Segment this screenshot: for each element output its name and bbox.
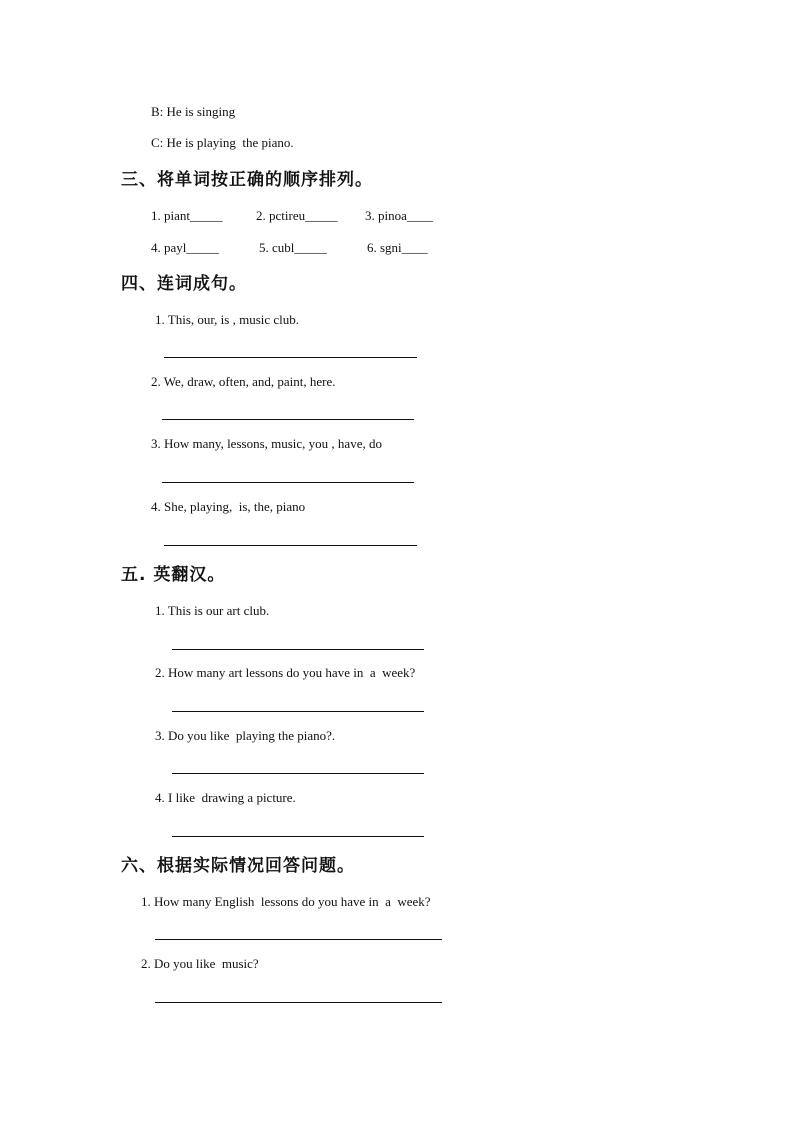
- translate-item-2: 2. How many art lessons do you have in a week?: [155, 665, 416, 680]
- sentence-item-2: 2. We, draw, often, and, paint, here.: [151, 374, 336, 389]
- section3-heading: 三、将单词按正确的顺序排列。: [121, 170, 373, 190]
- translate-item-3: 3. Do you like playing the piano?.: [155, 728, 336, 743]
- answer-line[interactable]: [172, 773, 424, 774]
- answer-line[interactable]: [155, 939, 442, 940]
- answer-line[interactable]: [155, 1002, 442, 1003]
- sentence-item-4: 4. She, playing, is, the, piano: [151, 499, 306, 514]
- question-item-1: 1. How many English lessons do you have in a week?: [141, 894, 431, 909]
- scramble-item-4: 4. payl_____: [151, 240, 219, 255]
- option-c: C: He is playing the piano.: [151, 135, 294, 150]
- sentence-item-1: 1. This, our, is , music club.: [155, 312, 300, 327]
- answer-line[interactable]: [172, 836, 424, 837]
- section5-heading: 五. 英翻汉。: [121, 565, 226, 585]
- section4-heading: 四、连词成句。: [121, 274, 247, 294]
- answer-line[interactable]: [172, 711, 424, 712]
- sentence-item-3: 3. How many, lessons, music, you , have, do: [151, 436, 382, 451]
- answer-line[interactable]: [164, 545, 417, 546]
- scramble-item-2: 2. pctireu_____: [256, 208, 338, 223]
- answer-line[interactable]: [162, 419, 414, 420]
- scramble-item-3: 3. pinoa____: [365, 208, 433, 223]
- answer-line[interactable]: [162, 482, 414, 483]
- answer-line[interactable]: [172, 649, 424, 650]
- scramble-item-5: 5. cubl_____: [259, 240, 327, 255]
- section6-heading: 六、根据实际情况回答问题。: [121, 856, 355, 876]
- question-item-2: 2. Do you like music?: [141, 956, 259, 971]
- scramble-item-1: 1. piant_____: [151, 208, 223, 223]
- scramble-item-6: 6. sgni____: [367, 240, 428, 255]
- answer-line[interactable]: [164, 357, 417, 358]
- translate-item-4: 4. I like drawing a picture.: [155, 790, 296, 805]
- option-b: B: He is singing: [151, 104, 236, 119]
- translate-item-1: 1. This is our art club.: [155, 603, 270, 618]
